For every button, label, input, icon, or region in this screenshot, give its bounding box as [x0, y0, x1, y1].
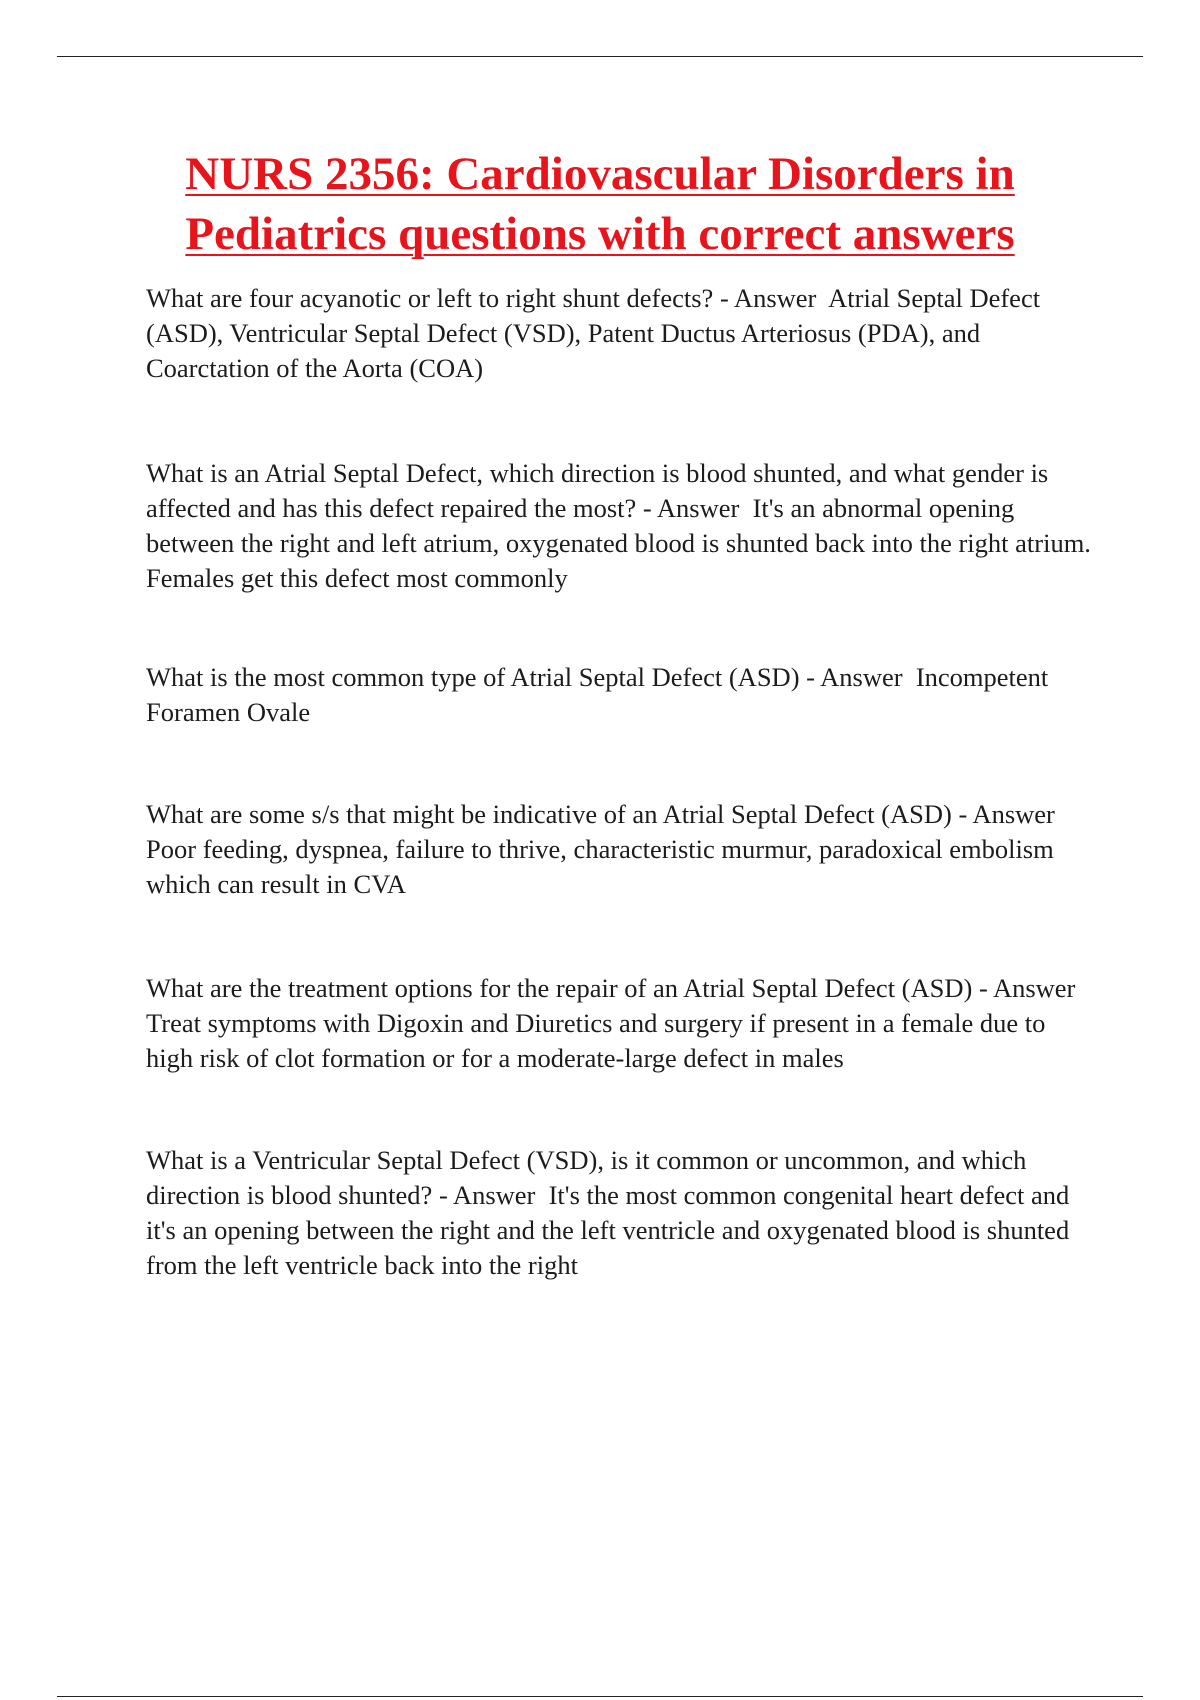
question-text: What are some s/s that might be indicative of an Atrial Septal Defect (ASD) — [146, 799, 952, 829]
question-text: What are four acyanotic or left to right shunt defects? — [146, 283, 714, 313]
document-title — [60, 144, 1140, 264]
qa-item-4 — [146, 797, 1096, 902]
answer-separator: - Answer — [799, 662, 910, 692]
answer-separator: - Answer — [713, 283, 823, 313]
bottom-rule — [57, 1696, 1143, 1697]
qa-item-1 — [146, 281, 1096, 386]
answer-separator: - Answer — [951, 799, 1062, 829]
answer-text: Incompetent Foramen Ovale — [146, 662, 1049, 727]
question-text: What is a Ventricular Septal Defect (VSD), is it common or uncommon, and which direction is blood shunted? — [146, 1145, 1027, 1210]
qa-item-2 — [146, 456, 1096, 596]
qa-item-6 — [146, 1143, 1096, 1283]
answer-text: It's an abnormal opening between the right and left atrium, oxygenated blood is shunted back into the right atrium. Females get this defect most commonly — [146, 493, 1091, 593]
answer-separator: - Answer — [972, 973, 1083, 1003]
question-text: What are the treatment options for the repair of an Atrial Septal Defect (ASD) — [146, 973, 973, 1003]
qa-item-5 — [146, 971, 1096, 1076]
answer-text: Treat symptoms with Digoxin and Diuretics and surgery if present in a female due to high risk of clot formation or for a moderate-large defect in males — [146, 1008, 1046, 1073]
answer-text: It's the most common congenital heart defect and it's an opening between the right and the left ventricle and oxygenated blood is shunted from the left ventricle back into the right — [146, 1180, 1070, 1280]
question-text: What is an Atrial Septal Defect, which direction is blood shunted, and what gender is affected and has this defect repaired the most? — [146, 458, 1049, 523]
question-text: What is the most common type of Atrial Septal Defect (ASD) — [146, 662, 800, 692]
qa-item-3 — [146, 660, 1096, 730]
top-rule — [57, 56, 1143, 57]
title-line-1: NURS 2356: Cardiovascular Disorders in — [185, 148, 1015, 200]
answer-text: Atrial Septal Defect (ASD), Ventricular Septal Defect (VSD), Patent Ductus Arteriosus (PDA), and Coarctation of the Aorta (COA) — [146, 283, 1041, 383]
answer-separator: - Answer — [636, 493, 746, 523]
answer-text: Poor feeding, dyspnea, failure to thrive, characteristic murmur, paradoxical embolism which can result in CVA — [146, 834, 1054, 899]
title-line-2: Pediatrics questions with correct answers — [185, 208, 1015, 260]
answer-separator: - Answer — [432, 1180, 542, 1210]
